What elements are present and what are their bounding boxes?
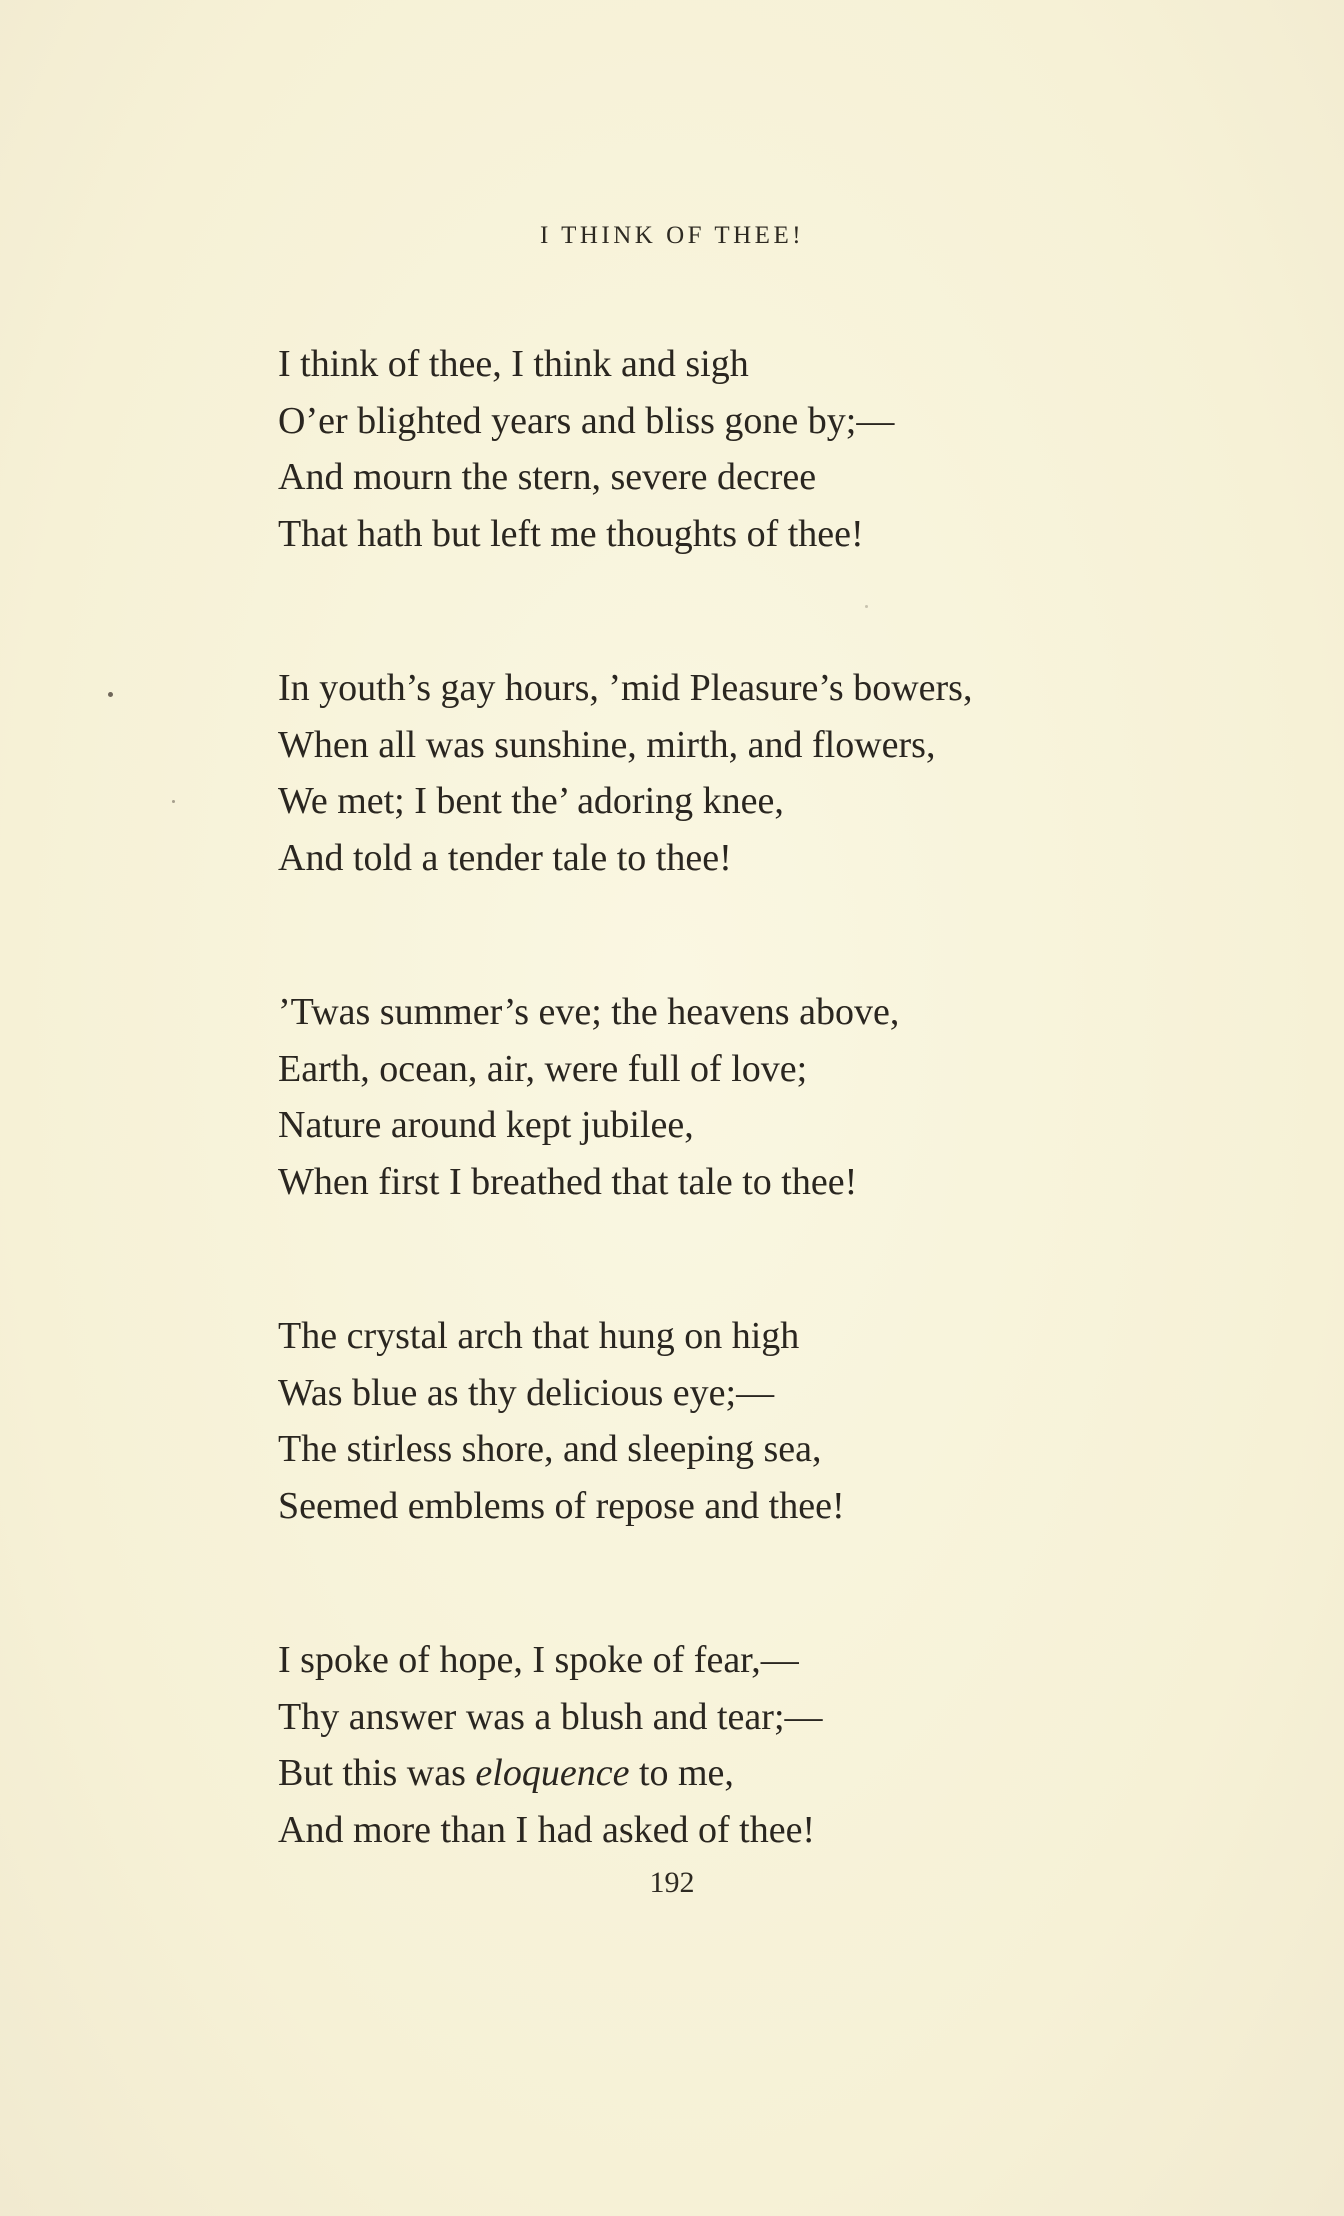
poem-line: We met; I bent the’ adoring knee,	[278, 780, 784, 822]
poem-line: When first I breathed that tale to thee!	[278, 1160, 858, 1203]
stanza-4	[278, 1308, 1298, 1534]
poem-line: The crystal arch that hung on high	[278, 1315, 800, 1357]
poem-line-start: Thy answer was a blush and tear;—	[278, 1695, 823, 1738]
paper-speck	[865, 605, 868, 608]
stanza-5	[278, 1632, 1298, 1858]
poem-line: ’Twas summer’s eve; the heavens above,	[278, 991, 900, 1033]
poem-line: And mourn the stern, severe decree	[278, 456, 817, 498]
paper-speck	[172, 800, 175, 803]
poem-line: In youth’s gay hours, ’mid Pleasure’s bowers,	[278, 667, 973, 709]
page-number: 192	[649, 1866, 695, 1899]
stanza-3	[278, 984, 1298, 1210]
poem-line: I think of thee, I think and sigh	[278, 343, 749, 385]
italic-word: eloquence	[475, 1752, 630, 1794]
poem-line: And told a tender tale to thee!	[278, 836, 732, 879]
stanza-1	[278, 336, 1298, 562]
poem-line: Seemed emblems of repose and thee!	[278, 1484, 845, 1527]
poem-line: When all was sunshine, mirth, and flowers,	[278, 723, 936, 766]
poem-line: And more than I had asked of thee!	[278, 1808, 816, 1851]
poem-line: Was blue as thy delicious eye;—	[278, 1371, 775, 1414]
poem-line-start: But this was	[278, 1752, 476, 1794]
poem-line-end: to me,	[629, 1752, 734, 1794]
poem-line: I spoke of hope, I spoke of fear,—	[278, 1639, 799, 1681]
poem	[278, 336, 1298, 1858]
stanza-2	[278, 660, 1298, 886]
poem-line: That hath but left me thoughts of thee!	[278, 512, 864, 555]
poem-line: Earth, ocean, air, were full of love;	[278, 1047, 808, 1090]
running-head: I THINK OF THEE!	[539, 222, 805, 249]
poem-line	[278, 1689, 1298, 1746]
poem-line: The stirless shore, and sleeping sea,	[278, 1428, 822, 1470]
poem-line: Nature around kept jubilee,	[278, 1104, 694, 1146]
paper-speck	[108, 692, 113, 697]
poem-line	[278, 1745, 1298, 1802]
poem-line: O’er blighted years and bliss gone by;—	[278, 399, 895, 442]
